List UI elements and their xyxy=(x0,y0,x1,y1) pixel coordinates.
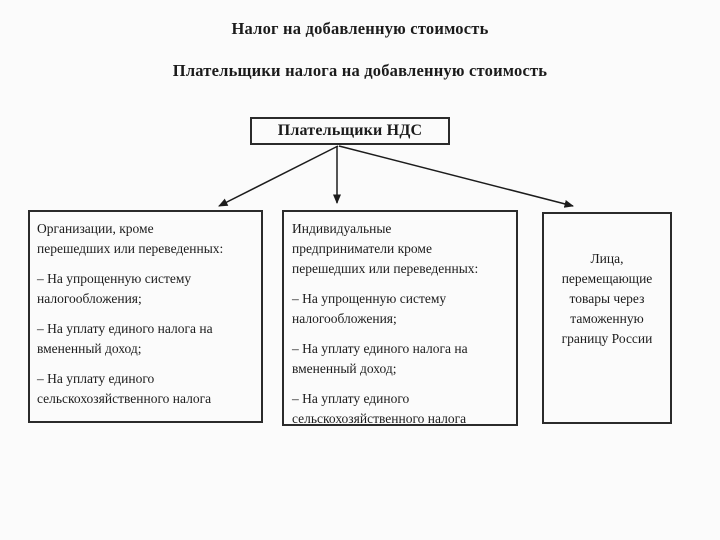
root-node-vat-payers xyxy=(250,117,450,145)
node-paragraph xyxy=(37,219,257,259)
text-line: – На уплату единого xyxy=(292,391,410,406)
text-line: налогообложения; xyxy=(292,311,397,326)
root-node-label: Плательщики НДС xyxy=(277,122,423,139)
node-paragraph xyxy=(292,339,512,379)
text-line: предприниматели кроме xyxy=(292,241,432,256)
text-line: вмененный доход; xyxy=(37,341,142,356)
node-paragraph xyxy=(37,369,257,409)
page-subtitle: Плательщики налога на добавленную стоимость xyxy=(172,61,548,80)
text-line: – На уплату единого xyxy=(37,371,155,386)
node-persons-moving-goods xyxy=(542,212,672,424)
text-line: Организации, кроме xyxy=(37,221,154,236)
text-line: – На упрощенную систему xyxy=(292,291,447,306)
text-line: сельскохозяйственного налога xyxy=(292,411,467,426)
node-individual-entrepreneurs xyxy=(282,210,518,426)
text-line: Лица, xyxy=(590,251,624,266)
node-paragraph xyxy=(37,269,257,309)
text-line: перешедших или переведенных: xyxy=(292,261,479,276)
node-paragraph xyxy=(292,389,512,429)
node-organizations xyxy=(28,210,263,423)
node-paragraph xyxy=(292,289,512,329)
text-line: границу России xyxy=(561,331,653,346)
node-paragraph xyxy=(37,319,257,359)
text-line: – На уплату единого налога на xyxy=(37,321,213,336)
text-line: – На уплату единого налога на xyxy=(292,341,468,356)
node-paragraph xyxy=(292,219,512,279)
text-line: перемещающие xyxy=(561,271,653,286)
arrow-to-organizations xyxy=(219,146,338,206)
text-line: товары через xyxy=(569,291,645,306)
text-line: вмененный доход; xyxy=(292,361,397,376)
text-line: таможенную xyxy=(570,311,644,326)
page-title: Налог на добавленную стоимость xyxy=(231,19,489,38)
text-line: налогообложения; xyxy=(37,291,142,306)
text-line: – На упрощенную систему xyxy=(37,271,192,286)
arrow-to-persons xyxy=(339,146,573,206)
text-line: сельскохозяйственного налога xyxy=(37,391,212,406)
text-line: перешедших или переведенных: xyxy=(37,241,224,256)
text-line: Индивидуальные xyxy=(292,221,392,236)
